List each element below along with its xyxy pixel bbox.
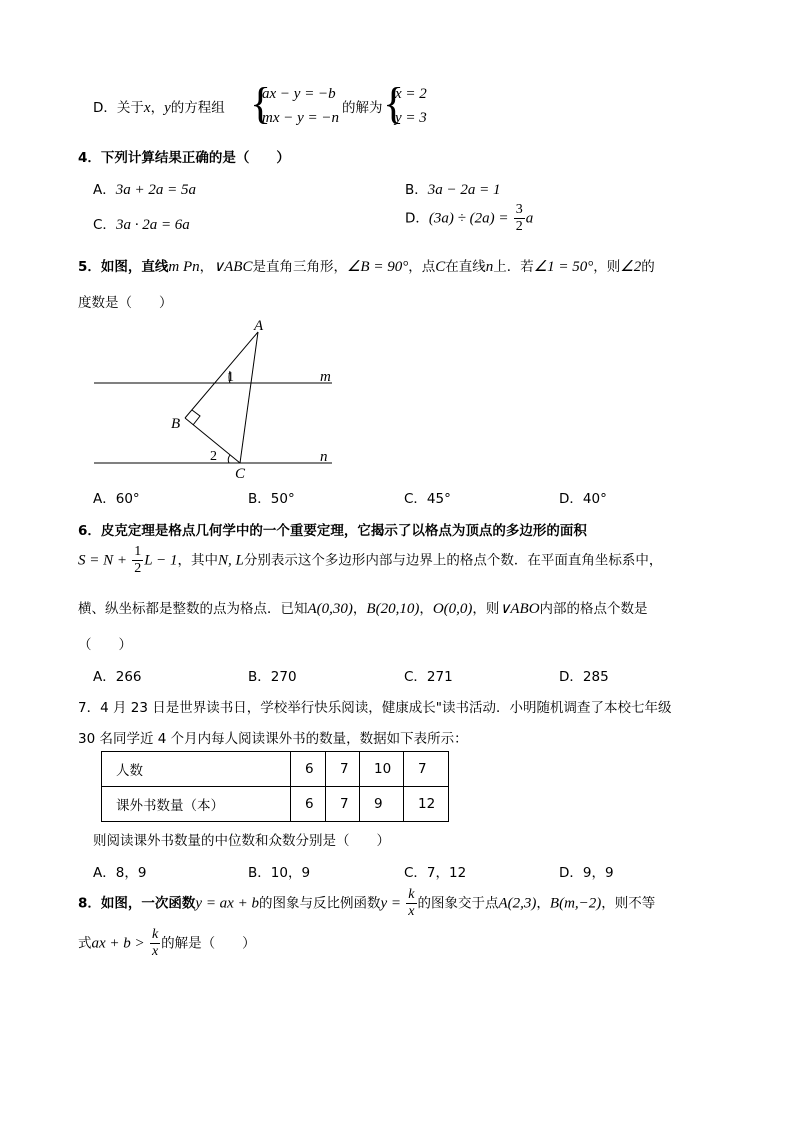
q8-f2-num: k [408, 887, 415, 902]
q3d-solution-brace: { [383, 79, 405, 128]
q3d-label: D．关于 [93, 100, 144, 116]
side-AC [240, 332, 258, 463]
q5-stem-part8: 的 [641, 259, 655, 275]
q6-text-c: ，则 [472, 601, 500, 617]
q8-line2-a: 式 [78, 935, 92, 952]
q3d-system-brace: { [250, 79, 272, 128]
q4-optD-left: (3a) ÷ (2a) = [428, 210, 509, 227]
q8-stem-d: ，则不等 [601, 895, 656, 912]
q6-stem-line1: 6．皮克定理是格点几何学中的一个重要定理，它揭示了以格点为顶点的多边形的面积 [78, 523, 587, 539]
label-angle-2: 2 [210, 449, 217, 464]
q8-sep: ， [536, 895, 550, 912]
q8-f1: y = ax + b [195, 895, 259, 912]
q4-optA-expr: 3a + 2a = 5a [115, 182, 196, 198]
q3d-text1: 的方程组 [170, 100, 225, 116]
q8-line2-b: 的解是（ ） [161, 935, 256, 952]
q7-question: 则阅读课外书数量的中位数和众数分别是（ ） [93, 833, 390, 849]
q8-ineq-fraction [150, 928, 160, 959]
q7-option-c: C．7，12 [404, 865, 467, 881]
q5-tri: ∨ABC [213, 259, 253, 275]
label-B: B [171, 416, 181, 432]
q4-option-d [405, 203, 533, 234]
q3d-var-x: x [143, 100, 151, 116]
q4-option-a [93, 178, 196, 199]
q5-stem-part4: ，点 [408, 259, 436, 275]
q8-ineq-den: x [151, 944, 159, 959]
q6-sep2: ， [419, 601, 433, 617]
q6-formula-left: S = N + [78, 552, 127, 569]
q3d-sep: ， [150, 100, 165, 116]
q6-option-c: C．271 [404, 669, 453, 685]
q5-option-c: C．45° [404, 491, 451, 507]
q6-sep1: ， [352, 601, 367, 617]
q3d-sol2: y = 3 [395, 110, 427, 126]
table-cell: 课外书数量（本） [102, 787, 291, 822]
label-angle-1: 1 [227, 370, 234, 385]
q5-pointC: C [435, 259, 446, 275]
q8-pB: B(m,−2) [549, 895, 602, 912]
q7-option-d: D．9，9 [559, 865, 614, 881]
q4-optD-label: D． [405, 210, 429, 227]
q3-option-d [93, 96, 225, 117]
q4-optB-label: B． [405, 182, 428, 198]
q5-stem-part5: 在直线 [445, 259, 486, 275]
q8-f2-left: y = [380, 895, 401, 912]
q6-option-d: D．285 [559, 669, 609, 685]
q6-vars: N, L [218, 552, 244, 569]
q4-option-c [93, 213, 190, 234]
q4-optB-expr: 3a − 2a = 1 [427, 182, 501, 198]
q5-angle2: ∠2 [620, 259, 642, 275]
q3d-var-y: y [164, 100, 171, 116]
q6-stem-line2 [78, 545, 662, 576]
right-angle-mark [192, 410, 200, 425]
q5-figure [80, 310, 350, 485]
table-cell: 6 [291, 752, 326, 787]
table-row [102, 752, 449, 787]
q7-option-a: A．8，9 [93, 865, 147, 881]
table-cell: 7 [326, 787, 360, 822]
q6-formula-den: 2 [134, 561, 142, 576]
q6-formula-fraction [132, 545, 143, 576]
q8-stem-line2 [78, 928, 256, 959]
q4-option-b [405, 178, 501, 199]
q4-optA-label: A． [93, 182, 116, 198]
q8-f2-den: x [408, 904, 415, 919]
q5-option-a: A．60° [93, 491, 140, 507]
q6-stem-line3 [78, 597, 648, 618]
angle-2-arc [228, 455, 230, 463]
q4-stem: 4．下列计算结果正确的是（ ） [78, 150, 290, 166]
q7-option-b: B．10，9 [248, 865, 311, 881]
table-cell: 9 [360, 787, 404, 822]
label-A: A [254, 318, 264, 334]
q4-optD-fraction [514, 203, 525, 234]
q3d-sol1: x = 2 [395, 86, 427, 102]
table-cell: 10 [360, 752, 404, 787]
q8-ineq-left: ax + b > [91, 935, 145, 952]
q4-optC-label: C． [93, 217, 116, 233]
q5-stem-line2: 度数是（ ） [78, 295, 173, 311]
q8-stem-b: 的图象与反比例函数 [258, 895, 381, 912]
q6-option-b: B．270 [248, 669, 297, 685]
q6-stem-line4: （ ） [78, 637, 132, 653]
label-n: n [320, 449, 328, 465]
q5-angleB: ∠B = 90° [346, 259, 409, 275]
q6-text-b: 分别表示这个多边形内部与边界上的格点个数．在平面直角坐标系中， [243, 552, 663, 569]
q3d-text2: 的解为 [342, 100, 383, 116]
table-cell: 12 [404, 787, 449, 822]
side-AB [185, 332, 258, 418]
table-cell: 7 [326, 752, 360, 787]
q6-pointO: O(0,0) [432, 601, 473, 617]
q8-stem-line1 [78, 888, 655, 919]
q6-pointB: B(20,10) [366, 601, 420, 617]
q8-pA: A(2,3) [498, 895, 537, 912]
q3d-eq1: ax − y = −b [262, 86, 336, 102]
label-m: m [320, 369, 331, 385]
q5-stem-part3: 是直角三角形， [252, 259, 347, 275]
q7-stem-line1: 7．4 月 23 日是世界读书日，学校举行快乐阅读，健康成长"读书活动．小明随机调查了本校七年级 [78, 700, 672, 716]
q5-lines: m Pn [168, 259, 200, 275]
q5-stem-part2: ， [199, 259, 214, 275]
q8-ineq-num: k [151, 927, 159, 942]
table-cell: 7 [404, 752, 449, 787]
q6-text-d: 内部的格点个数是 [539, 601, 648, 617]
q7-stem-line2: 30 名同学近 4 个月内每人阅读课外书的数量，数据如下表所示： [78, 731, 468, 747]
q4-optD-var: a [525, 210, 534, 227]
q4-optD-num: 3 [515, 202, 523, 217]
table-row [102, 787, 449, 822]
q6-text-a: ，其中 [177, 552, 218, 569]
q6-formula-right: L − 1 [144, 552, 178, 569]
q6-formula-num: 1 [134, 544, 142, 559]
q4-optD-den: 2 [515, 219, 523, 234]
q3d-eq2: mx − y = −n [262, 110, 340, 126]
label-C: C [235, 466, 246, 482]
q8-stem-c: 的图象交于点 [417, 895, 499, 912]
q5-stem-part6: 上．若 [493, 259, 534, 275]
q6-tri: ∨ABO [499, 601, 540, 617]
q5-stem-line1 [78, 255, 655, 276]
q5-stem-part7: ，则 [593, 259, 621, 275]
q5-option-d: D．40° [559, 491, 607, 507]
q8-stem-a: 8．如图，一次函数 [78, 895, 196, 912]
table-cell: 6 [291, 787, 326, 822]
q5-angle1: ∠1 = 50° [533, 259, 594, 275]
q5-stem-part1: 5．如图，直线 [78, 259, 169, 275]
q8-f2-fraction [406, 888, 416, 919]
q4-optC-expr: 3a · 2a = 6a [115, 217, 190, 233]
q5-option-b: B．50° [248, 491, 295, 507]
q5-lineN: n [485, 259, 494, 275]
q6-option-a: A．266 [93, 669, 142, 685]
q6-line3-a: 横、纵坐标都是整数的点为格点．已知 [78, 601, 308, 617]
q7-data-table [101, 751, 449, 822]
table-cell: 人数 [102, 752, 291, 787]
q6-pointA: A(0,30) [307, 601, 353, 617]
